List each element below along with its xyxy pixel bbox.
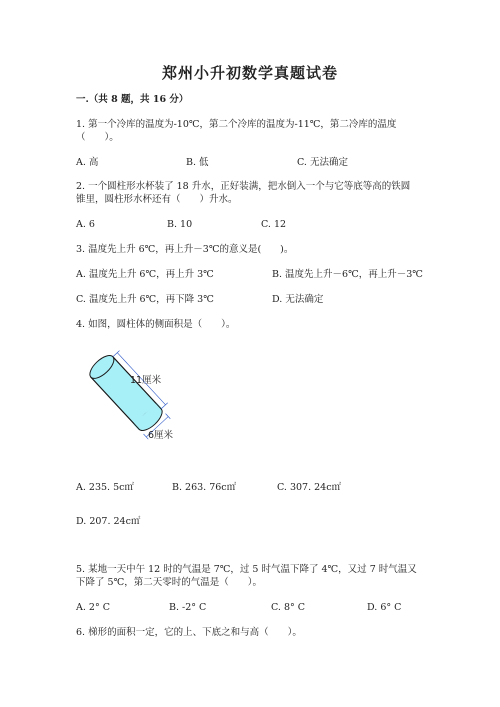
question-4-option-a: A. 235. 5c㎡: [76, 482, 134, 493]
question-3-option-d: D. 无法确定: [272, 294, 324, 305]
question-4-option-c: C. 307. 24c㎡: [277, 482, 342, 493]
question-1-text: 1. 第一个冷库的温度为-10℃，第二个冷库的温度为-11℃，第二冷库的温度: [76, 119, 397, 130]
question-2-option-a: A. 6: [76, 219, 95, 230]
question-1-text-cont: （ ）。: [76, 132, 119, 143]
question-1-option-c: C. 无法确定: [297, 157, 348, 168]
cylinder-figure: [70, 345, 210, 450]
question-4-option-b: B. 263. 76c㎡: [172, 482, 237, 493]
question-2-option-c: C. 12: [261, 219, 287, 230]
question-5-text-cont: 下降了 5℃，第二天零时的气温是（ ）。: [76, 577, 262, 588]
question-1-option-a: A. 高: [76, 157, 99, 168]
question-5-option-d: D. 6° C: [367, 602, 402, 613]
diameter-label: 6厘米: [148, 430, 174, 441]
question-4-option-d: D. 207. 24c㎡: [76, 516, 141, 527]
question-2-option-b: B. 10: [167, 219, 193, 230]
page-title: 郑州小升初数学真题试卷: [161, 64, 338, 82]
question-5-option-c: C. 8° C: [271, 602, 306, 613]
diameter-ext-line-1: [166, 414, 171, 419]
question-3-text: 3. 温度先上升 6℃，再上升－3℃的意义是( )。: [76, 244, 294, 255]
question-1-option-b: B. 低: [186, 157, 209, 168]
length-label: 11厘米: [130, 375, 162, 386]
question-5-option-b: B. -2° C: [169, 602, 207, 613]
question-4-text: 4. 如图，圆柱体的侧面积是（ ）。: [76, 319, 236, 330]
section-header: 一.（共 8 题，共 16 分）: [76, 94, 189, 105]
question-3-option-c: C. 温度先上升 6℃，再下降 3℃: [76, 294, 214, 305]
question-5-option-a: A. 2° C: [76, 602, 110, 613]
question-3-option-a: A. 温度先上升 6℃，再上升 3℃: [76, 269, 214, 280]
question-3-option-b: B. 温度先上升－6℃，再上升－3℃: [272, 269, 423, 280]
question-2-text: 2. 一个圆柱形水杯装了 18 升水，正好装满，把水倒入一个与它等底等高的铁圆: [76, 181, 411, 192]
question-6-text: 6. 梯形的面积一定，它的上、下底之和与高（ ）。: [76, 627, 302, 638]
question-2-text-cont: 锥里，圆柱形水杯还有（ ）升水。: [76, 194, 238, 205]
question-5-text: 5. 某地一天中午 12 时的气温是 7℃，过 5 时气温下降了 4℃，又过 7 时气温又: [76, 564, 417, 575]
